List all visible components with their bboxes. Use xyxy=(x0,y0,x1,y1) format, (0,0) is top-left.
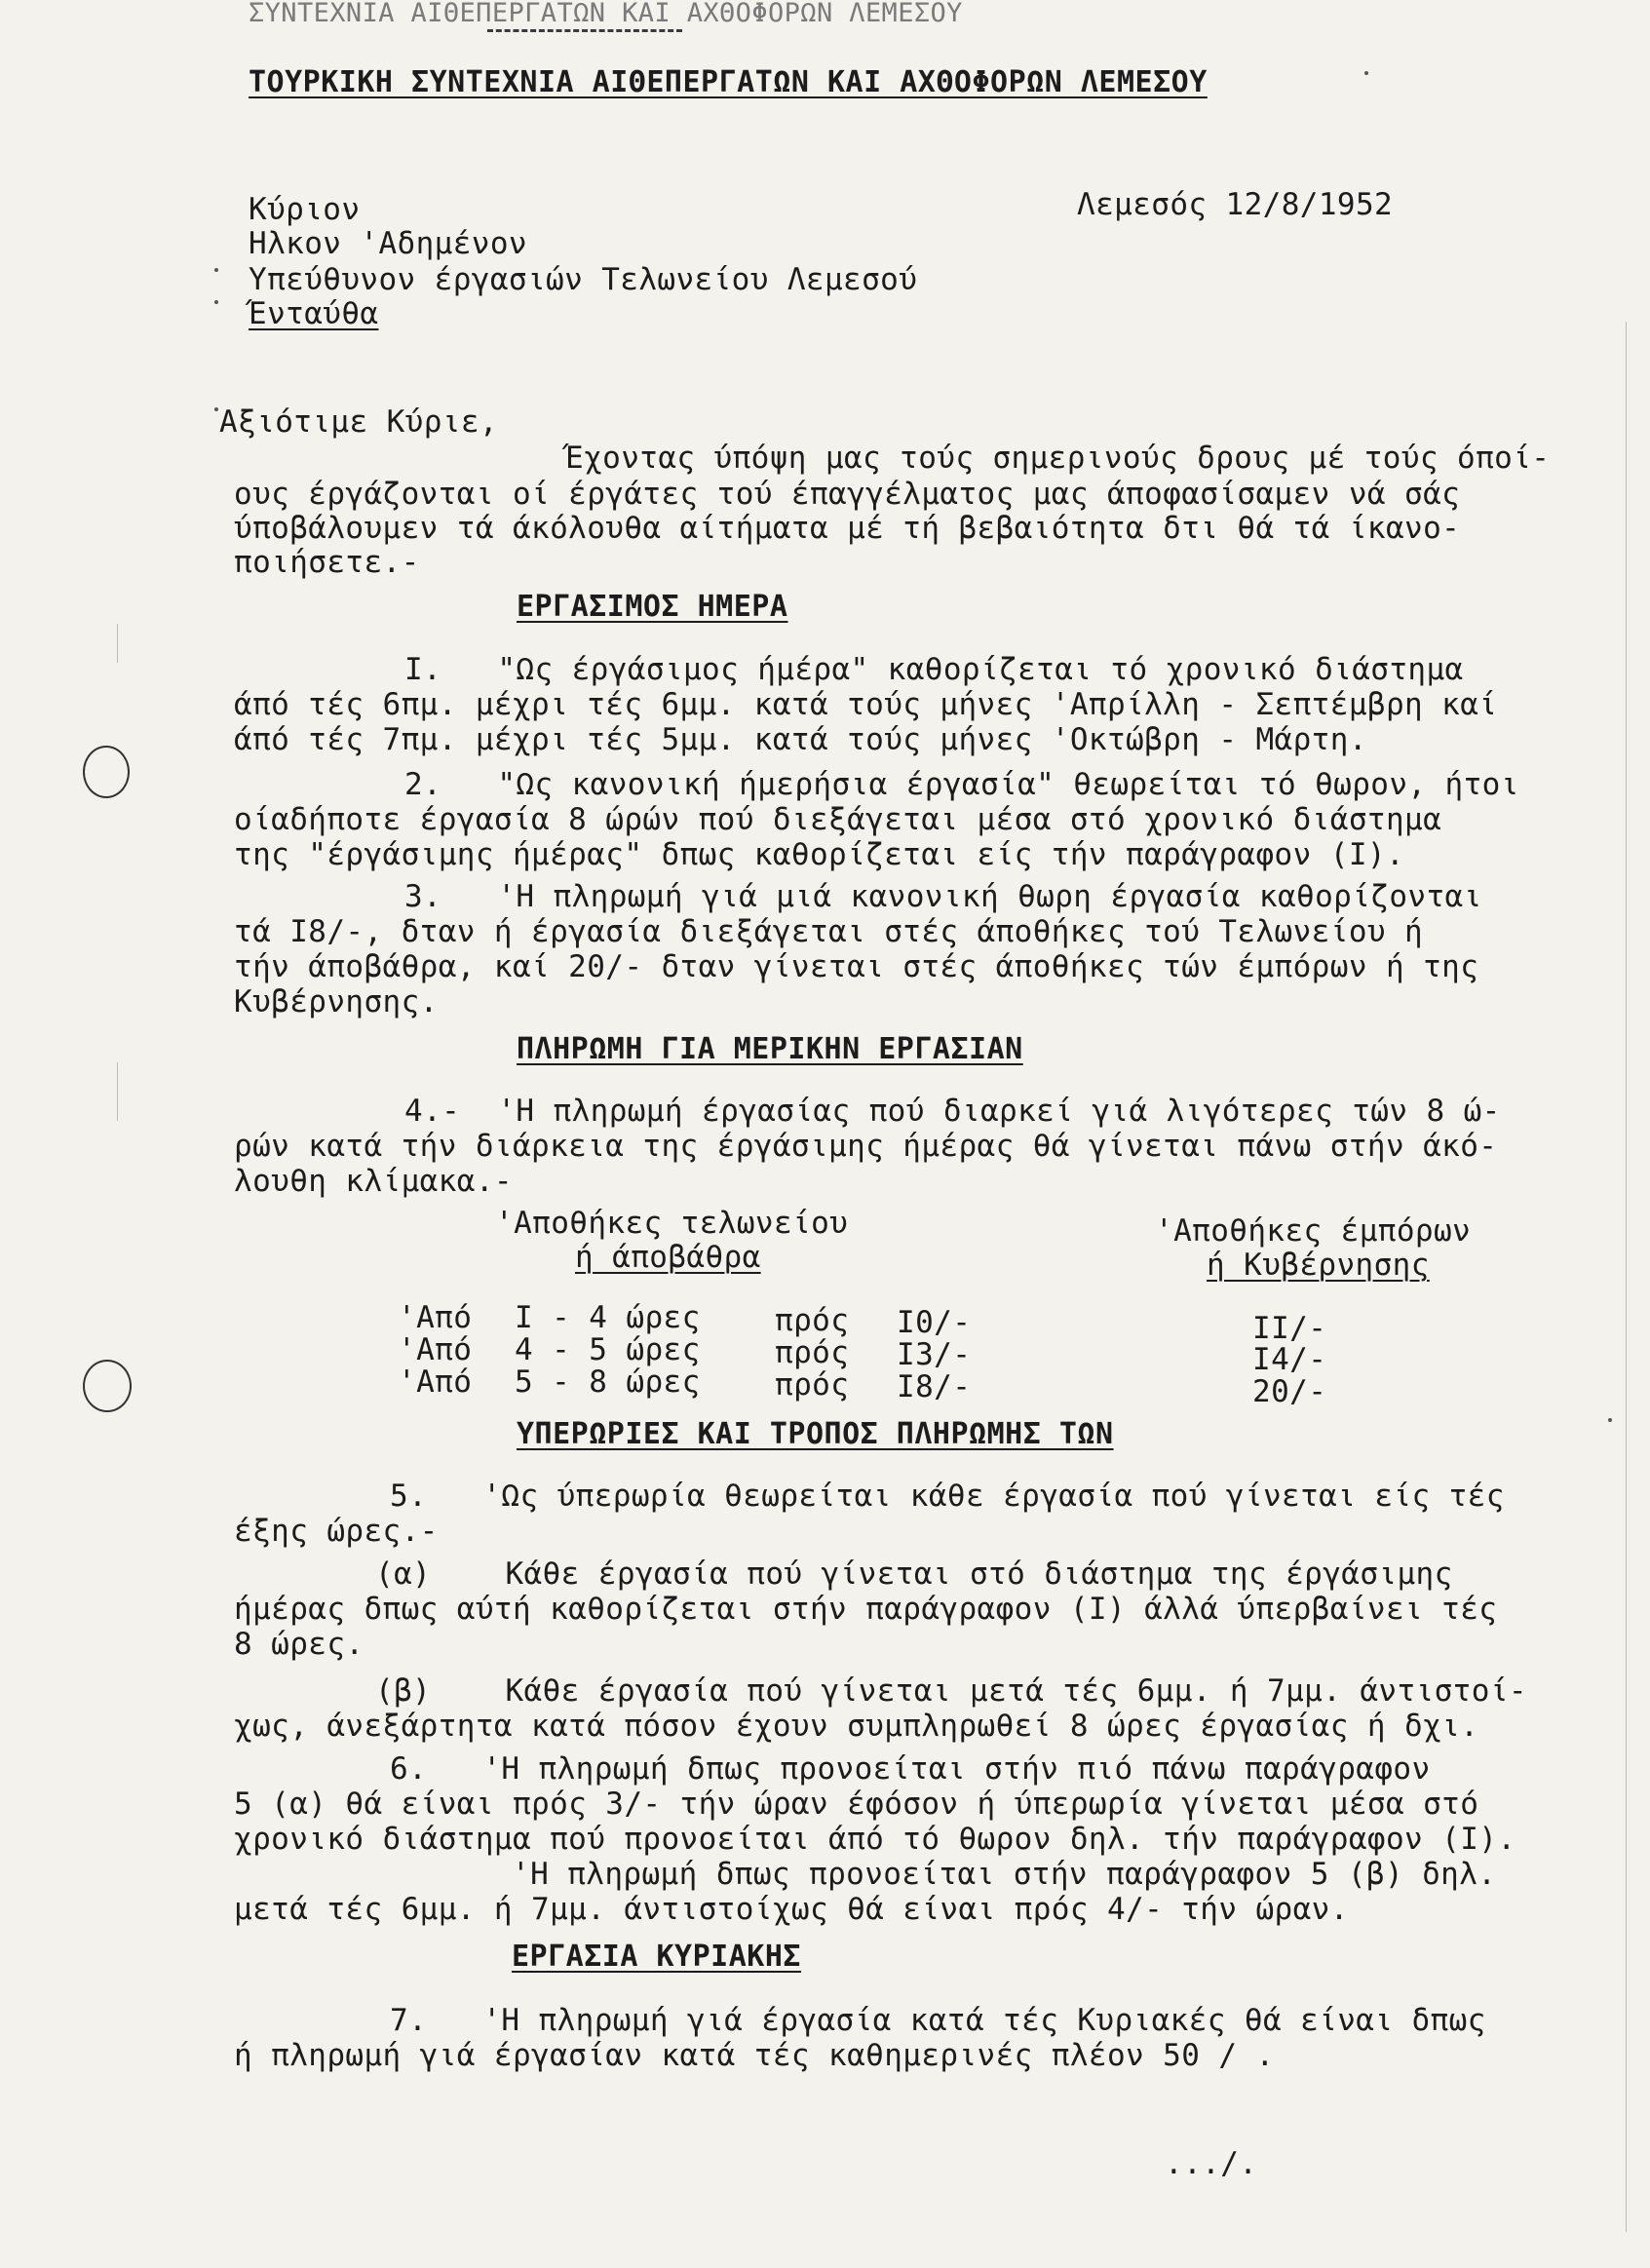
para-3-line-1: 3. 'Η πληρωμή γιά μιά κανονική θωρη έργασία καθορίζονται xyxy=(404,879,1482,914)
table-row-1-rate: πρός xyxy=(775,1303,850,1338)
para-6-line-4: 'Η πληρωμή δπως προνοείται στήν παράγραφον 5 (β) δηλ. xyxy=(512,1857,1497,1892)
para-5-line-2: έξης ώρες.- xyxy=(234,1514,439,1549)
para-7-line-2: ή πληρωμή γιά έργασίαν κατά τές καθημερινές πλέον 50 / . xyxy=(234,2038,1275,2073)
punch-hole-mark-2 xyxy=(83,1360,132,1412)
para-7-line-1: 7. 'Η πληρωμή γιά έργασία κατά τές Κυριακές θά είναι δπως xyxy=(390,2003,1486,2038)
table-row-3-merchants: 20/- xyxy=(1252,1374,1327,1409)
intro-line-2: ους έργάζονται οί έργάτες τού έπαγγέλματος μας άποφασίσαμεν νά σάς xyxy=(234,477,1461,512)
table-col2-head-1: 'Αποθήκες έμπόρων xyxy=(1155,1213,1472,1249)
para-3-line-4: Κυβέρνησης. xyxy=(234,984,439,1019)
para-1-line-1: Ι. "Ως έργάσιμος ήμέρα" καθορίζεται τό χρονικό διάστημα xyxy=(404,652,1464,687)
salutation: Αξιότιμε Κύριε, xyxy=(219,404,498,440)
table-row-1-from: 'Από xyxy=(398,1300,473,1335)
table-row-3-range: 5 - 8 ώρες xyxy=(515,1365,701,1400)
table-row-1-merchants: ΙΙ/- xyxy=(1252,1311,1327,1346)
para-6-line-5: μετά τές 6μμ. ή 7μμ. άντιστοίχως θά είναι πρός 4/- τήν ώραν. xyxy=(234,1892,1349,1927)
letterhead: ΤΟΥΡΚΙΚΗ ΣΥΝΤΕΧΝΙΑ ΑΙΘΕΠΕΡΓΑΤΩΝ ΚΑΙ ΑΧΘΟΦΟΡΩΝ ΛΕΜΕΣΟΥ xyxy=(249,65,1208,99)
continuation-mark: .../. xyxy=(1165,2146,1258,2181)
para-5-line-1: 5. 'Ως ύπερωρία θεωρείται κάθε έργασία πού γίνεται είς τές xyxy=(390,1479,1505,1514)
para-5b-line-1: (β) Κάθε έργασία πού γίνεται μετά τές 6μμ. ή 7μμ. άντιστοί- xyxy=(375,1673,1527,1709)
punch-hole-mark xyxy=(83,746,130,798)
para-5a-line-3: 8 ώρες. xyxy=(234,1627,365,1662)
para-2-line-1: 2. "Ως κανονική ήμερήσια έργασία" θεωρείται τό θωρον, ήτοι xyxy=(404,767,1519,802)
recipient-line-2: Ηλκον 'Αδημένον xyxy=(249,226,527,261)
speckle xyxy=(214,268,218,272)
recipient-line-4: Ένταύθα xyxy=(249,296,379,331)
table-row-2-merchants: Ι4/- xyxy=(1252,1342,1327,1377)
section-heading-partial-work: ΠΛΗΡΩΜΗ ΓΙΑ ΜΕΡΙΚΗΝ ΕΡΓΑΣΙΑΝ xyxy=(517,1032,1023,1066)
para-1-line-2: άπό τές 6πμ. μέχρι τές 6μμ. κατά τούς μήνες 'Απρίλλη - Σεπτέμβρη καί xyxy=(234,687,1498,722)
table-row-2-rate: πρός xyxy=(775,1335,850,1370)
table-row-3-from: 'Από xyxy=(398,1365,473,1400)
para-4-line-3: λουθη κλίμακα.- xyxy=(234,1164,513,1199)
table-row-2-from: 'Από xyxy=(398,1332,473,1367)
table-row-3-rate: πρός xyxy=(775,1367,850,1403)
intro-line-3: ύποβάλουμεν τά άκόλουθα αίτήματα μέ τή βεβαιότητα δτι θά τά ίκανο- xyxy=(234,511,1461,546)
para-4-line-1: 4.- 'Η πληρωμή έργασίας πού διαρκεί γιά λιγότερες τών 8 ώ- xyxy=(404,1094,1501,1129)
para-5b-line-2: χως, άνεξάρτητα κατά πόσον έχουν συμπληρωθεί 8 ώρες έργασίας ή δχι. xyxy=(234,1709,1479,1744)
table-col1-head-2: ή άποβάθρα xyxy=(575,1240,761,1275)
table-row-1-customs: Ι0/- xyxy=(897,1305,972,1340)
para-3-line-3: τήν άποβάθρα, καί 20/- δταν γίνεται στές άποθήκες τών έμπόρων ή της xyxy=(234,949,1479,984)
section-heading-overtime: ΥΠΕΡΩΡΙΕΣ ΚΑΙ ΤΡΟΠΟΣ ΠΛΗΡΩΜΗΣ ΤΩΝ xyxy=(517,1417,1114,1451)
speckle xyxy=(1608,1418,1612,1422)
intro-line-1: Έχοντας ύπόψη μας τούς σημερινούς δρους μέ τούς όποί- xyxy=(565,441,1551,476)
para-5a-line-2: ήμέρας δπως αύτή καθορίζεται στήν παράγραφον (Ι) άλλά ύπερβαίνει τές xyxy=(234,1592,1498,1627)
para-3-line-2: τά Ι8/-, δταν ή έργασία διεξάγεται στές άποθήκες τού Τελωνείου ή xyxy=(234,914,1424,949)
para-6-line-1: 6. 'Η πληρωμή δπως προνοείται στήν πιό πάνω παράγραφον xyxy=(390,1751,1431,1787)
recipient-line-3: Υπεύθυνον έργασιών Τελωνείου Λεμεσού xyxy=(249,262,918,297)
dashed-rule xyxy=(487,29,682,35)
table-col2-head-2: ή Κυβέρνησης xyxy=(1207,1248,1430,1283)
para-6-line-3: χρονικό διάστημα πού προνοείται άπό τό θωρον δηλ. τήν παράγραφον (Ι). xyxy=(234,1822,1516,1857)
section-heading-sunday-work: ΕΡΓΑΣΙΑ ΚΥΡΙΑΚΗΣ xyxy=(512,1940,801,1974)
section-heading-working-day: ΕΡΓΑΣΙΜΟΣ ΗΜΕΡΑ xyxy=(517,590,788,624)
intro-line-4: ποιήσετε.- xyxy=(234,545,420,580)
table-col1-head-1: 'Αποθήκες τελωνείου xyxy=(495,1206,849,1241)
speckle xyxy=(214,300,218,304)
speckle xyxy=(1364,71,1368,75)
scan-mark-line xyxy=(117,624,118,663)
scan-edge-line xyxy=(1626,322,1627,2232)
para-5a-line-1: (α) Κάθε έργασία πού γίνεται στό διάστημα της έργάσιμης xyxy=(375,1557,1453,1592)
table-row-3-customs: Ι8/- xyxy=(897,1369,972,1404)
table-row-2-customs: Ι3/- xyxy=(897,1337,972,1372)
table-row-2-range: 4 - 5 ώρες xyxy=(515,1332,701,1367)
para-2-line-3: της "έργάσιμης ήμέρας" δπως καθορίζεται είς τήν παράγραφον (Ι). xyxy=(234,837,1405,872)
top-faint-heading: ΣΥΝΤΕΧΝΙΑ ΑΙΘΕΠΕΡΓΑΤΩΝ ΚΑΙ ΑΧΘΟΦΟΡΩΝ ΛΕΜΕΣΟΥ xyxy=(249,0,963,28)
para-4-line-2: ρών κατά τήν διάρκεια της έργάσιμης ήμέρας θά γίνεται πάνω στήν άκό- xyxy=(234,1129,1498,1164)
para-1-line-3: άπό τές 7πμ. μέχρι τές 5μμ. κατά τούς μήνες 'Οκτώβρη - Μάρτη. xyxy=(234,722,1367,757)
para-6-line-2: 5 (α) θά είναι πρός 3/- τήν ώραν έφόσον ή ύπερωρία γίνεται μέσα στό xyxy=(234,1787,1479,1822)
scan-mark-line-2 xyxy=(117,1062,118,1121)
recipient-line-1: Κύριον xyxy=(249,192,361,227)
speckle xyxy=(214,407,218,411)
para-2-line-2: οίαδήποτε έργασία 8 ώρών πού διεξάγεται μέσα στό χρονικό διάστημα xyxy=(234,802,1442,837)
place-date: Λεμεσός 12/8/1952 xyxy=(1077,187,1394,222)
table-row-1-range: Ι - 4 ώρες xyxy=(515,1300,701,1335)
